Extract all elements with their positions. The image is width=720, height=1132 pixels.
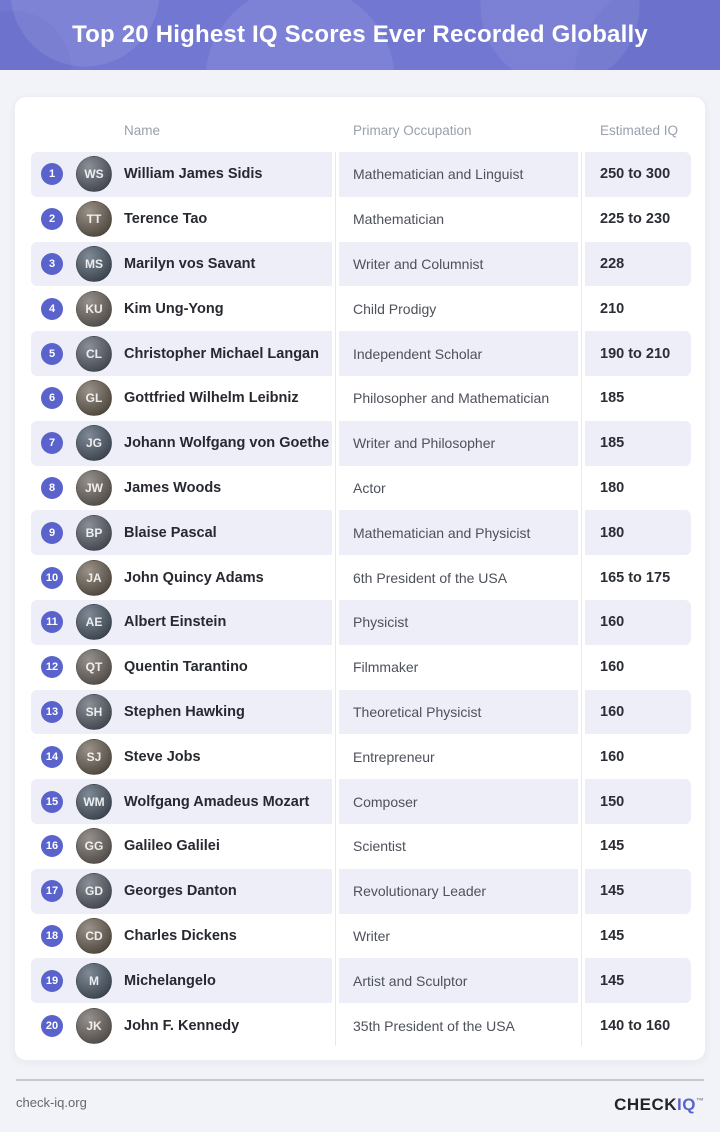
occupation-cell <box>339 779 578 824</box>
rank-badge: 5 <box>41 343 63 365</box>
table-row <box>31 331 689 376</box>
iq-value: 228 <box>600 255 625 272</box>
iq-cell <box>585 824 691 869</box>
occupation-cell <box>339 645 578 690</box>
occupation-cell <box>339 1003 578 1048</box>
rank-badge: 18 <box>41 925 63 947</box>
occupation-text: 35th President of the USA <box>353 1017 515 1034</box>
occupation-text: Artist and Sculptor <box>353 972 468 989</box>
table-row <box>31 510 689 555</box>
iq-table-card <box>14 96 706 1061</box>
occupation-cell <box>339 734 578 779</box>
iq-cell <box>585 376 691 421</box>
person-name: Quentin Tarantino <box>124 659 248 676</box>
iq-value: 190 to 210 <box>600 345 671 362</box>
person-name: Marilyn vos Savant <box>124 255 256 272</box>
iq-cell <box>585 645 691 690</box>
table-row <box>31 690 689 735</box>
table-row <box>31 376 689 421</box>
portrait-avatar: GD <box>76 873 112 909</box>
occupation-cell <box>339 466 578 511</box>
occupation-cell <box>339 690 578 735</box>
table-row <box>31 421 689 466</box>
name-cell <box>31 600 332 645</box>
iq-value: 145 <box>600 972 625 989</box>
iq-value: 180 <box>600 524 625 541</box>
rank-badge: 8 <box>41 477 63 499</box>
portrait-avatar: GL <box>76 380 112 416</box>
iq-cell <box>585 1003 691 1048</box>
name-cell <box>31 376 332 421</box>
portrait-avatar: KU <box>76 291 112 327</box>
column-header-name: Name <box>124 123 161 138</box>
occupation-text: Independent Scholar <box>353 345 483 362</box>
iq-cell <box>585 152 691 197</box>
person-name: William James Sidis <box>124 166 263 183</box>
iq-value: 150 <box>600 793 625 810</box>
portrait-avatar: MS <box>76 246 112 282</box>
table-row <box>31 197 689 242</box>
occupation-cell <box>339 869 578 914</box>
person-name: Wolfgang Amadeus Mozart <box>124 793 310 810</box>
brand-logo <box>614 1095 704 1115</box>
person-name: James Woods <box>124 479 222 496</box>
iq-cell <box>585 510 691 555</box>
rank-badge: 19 <box>41 970 63 992</box>
occupation-text: Writer and Columnist <box>353 255 484 272</box>
occupation-cell <box>339 824 578 869</box>
rank-badge: 12 <box>41 656 63 678</box>
person-name: Kim Ung-Yong <box>124 300 224 317</box>
name-cell <box>31 1003 332 1048</box>
person-name: Johann Wolfgang von Goethe <box>124 435 330 452</box>
iq-value: 225 to 230 <box>600 211 671 228</box>
portrait-avatar: WS <box>76 156 112 192</box>
rank-badge: 6 <box>41 387 63 409</box>
occupation-text: Mathematician and Linguist <box>353 166 524 183</box>
footer <box>16 1079 704 1115</box>
brand-logo-accent: IQ <box>677 1095 696 1114</box>
rank-badge: 11 <box>41 611 63 633</box>
table-row <box>31 914 689 959</box>
name-cell <box>31 869 332 914</box>
iq-value: 160 <box>600 748 625 765</box>
iq-value: 160 <box>600 614 625 631</box>
portrait-avatar: SH <box>76 694 112 730</box>
rank-badge: 2 <box>41 208 63 230</box>
portrait-avatar: CL <box>76 336 112 372</box>
column-divider <box>335 152 336 1046</box>
iq-value: 145 <box>600 883 625 900</box>
occupation-cell <box>339 331 578 376</box>
portrait-avatar: M <box>76 963 112 999</box>
name-cell <box>31 466 332 511</box>
portrait-avatar: QT <box>76 649 112 685</box>
iq-cell <box>585 555 691 600</box>
table-row <box>31 958 689 1003</box>
name-cell <box>31 152 332 197</box>
page-title: Top 20 Highest IQ Scores Ever Recorded Globally <box>72 21 648 48</box>
occupation-cell <box>339 555 578 600</box>
iq-value: 160 <box>600 703 625 720</box>
name-cell <box>31 824 332 869</box>
table-row <box>31 824 689 869</box>
iq-cell <box>585 331 691 376</box>
iq-cell <box>585 421 691 466</box>
iq-cell <box>585 914 691 959</box>
iq-value: 160 <box>600 659 625 676</box>
iq-cell <box>585 869 691 914</box>
occupation-cell <box>339 286 578 331</box>
name-cell <box>31 197 332 242</box>
portrait-avatar: AE <box>76 604 112 640</box>
iq-cell <box>585 286 691 331</box>
occupation-text: Mathematician <box>353 211 445 228</box>
table-row <box>31 734 689 779</box>
occupation-text: Child Prodigy <box>353 300 437 317</box>
name-cell <box>31 286 332 331</box>
occupation-cell <box>339 600 578 645</box>
person-name: Albert Einstein <box>124 614 227 631</box>
iq-value: 185 <box>600 390 625 407</box>
person-name: Christopher Michael Langan <box>124 345 319 362</box>
iq-cell <box>585 734 691 779</box>
table-row <box>31 286 689 331</box>
occupation-text: Filmmaker <box>353 659 419 676</box>
name-cell <box>31 510 332 555</box>
person-name: Gottfried Wilhelm Leibniz <box>124 390 299 407</box>
person-name: Steve Jobs <box>124 748 201 765</box>
name-cell <box>31 779 332 824</box>
iq-cell <box>585 779 691 824</box>
rank-badge: 3 <box>41 253 63 275</box>
rank-badge: 16 <box>41 835 63 857</box>
rank-badge: 10 <box>41 567 63 589</box>
person-name: Stephen Hawking <box>124 703 245 720</box>
person-name: Terence Tao <box>124 211 208 228</box>
source-website: check-iq.org <box>16 1095 87 1110</box>
iq-value: 210 <box>600 300 625 317</box>
portrait-avatar: CD <box>76 918 112 954</box>
table-row <box>31 466 689 511</box>
name-cell <box>31 555 332 600</box>
occupation-cell <box>339 197 578 242</box>
person-name: Galileo Galilei <box>124 838 220 855</box>
name-cell <box>31 958 332 1003</box>
iq-value: 145 <box>600 927 625 944</box>
occupation-text: Scientist <box>353 838 406 855</box>
portrait-avatar: GG <box>76 828 112 864</box>
column-header-iq: Estimated IQ <box>600 123 679 138</box>
rank-badge: 20 <box>41 1015 63 1037</box>
iq-value: 250 to 300 <box>600 166 671 183</box>
portrait-avatar: JA <box>76 560 112 596</box>
occupation-text: 6th President of the USA <box>353 569 508 586</box>
occupation-cell <box>339 242 578 287</box>
name-cell <box>31 242 332 287</box>
occupation-text: Mathematician and Physicist <box>353 524 531 541</box>
occupation-text: Theoretical Physicist <box>353 703 482 720</box>
occupation-text: Writer and Philosopher <box>353 435 496 452</box>
rank-badge: 17 <box>41 880 63 902</box>
occupation-text: Physicist <box>353 614 409 631</box>
iq-value: 165 to 175 <box>600 569 671 586</box>
table-row <box>31 779 689 824</box>
iq-cell <box>585 600 691 645</box>
table-header-row <box>31 97 689 152</box>
portrait-avatar: TT <box>76 201 112 237</box>
occupation-text: Revolutionary Leader <box>353 883 487 900</box>
person-name: John Quincy Adams <box>124 569 264 586</box>
portrait-avatar: JG <box>76 425 112 461</box>
iq-cell <box>585 958 691 1003</box>
portrait-avatar: JW <box>76 470 112 506</box>
column-header-occupation: Primary Occupation <box>353 123 472 138</box>
person-name: John F. Kennedy <box>124 1017 240 1034</box>
table-row <box>31 1003 689 1048</box>
table-row <box>31 869 689 914</box>
iq-value: 185 <box>600 435 625 452</box>
iq-value: 140 to 160 <box>600 1017 671 1034</box>
iq-value: 180 <box>600 479 625 496</box>
occupation-text: Philosopher and Mathematician <box>353 390 550 407</box>
rank-badge: 13 <box>41 701 63 723</box>
portrait-avatar: SJ <box>76 739 112 775</box>
occupation-text: Writer <box>353 927 391 944</box>
iq-cell <box>585 197 691 242</box>
portrait-avatar: WM <box>76 784 112 820</box>
trademark-symbol: ™ <box>696 1096 704 1106</box>
person-name: Charles Dickens <box>124 927 237 944</box>
rank-badge: 15 <box>41 791 63 813</box>
column-divider <box>581 152 582 1046</box>
rank-badge: 9 <box>41 522 63 544</box>
name-cell <box>31 690 332 735</box>
brand-logo-primary: CHECK <box>614 1095 678 1114</box>
rank-badge: 7 <box>41 432 63 454</box>
rank-badge: 1 <box>41 163 63 185</box>
rank-badge: 4 <box>41 298 63 320</box>
occupation-cell <box>339 421 578 466</box>
occupation-cell <box>339 958 578 1003</box>
occupation-cell <box>339 510 578 555</box>
occupation-cell <box>339 914 578 959</box>
occupation-text: Entrepreneur <box>353 748 435 765</box>
name-cell <box>31 734 332 779</box>
person-name: Michelangelo <box>124 972 216 989</box>
iq-cell <box>585 466 691 511</box>
table-row <box>31 152 689 197</box>
table-row <box>31 600 689 645</box>
iq-value: 145 <box>600 838 625 855</box>
rank-badge: 14 <box>41 746 63 768</box>
table-body <box>31 152 689 1048</box>
table-row <box>31 555 689 600</box>
header-banner <box>0 0 720 70</box>
table-row <box>31 242 689 287</box>
portrait-avatar: JK <box>76 1008 112 1044</box>
person-name: Georges Danton <box>124 883 237 900</box>
iq-cell <box>585 242 691 287</box>
name-cell <box>31 645 332 690</box>
name-cell <box>31 331 332 376</box>
person-name: Blaise Pascal <box>124 524 217 541</box>
name-cell <box>31 914 332 959</box>
occupation-cell <box>339 376 578 421</box>
occupation-text: Actor <box>353 479 386 496</box>
occupation-text: Composer <box>353 793 418 810</box>
name-cell <box>31 421 332 466</box>
occupation-cell <box>339 152 578 197</box>
table-row <box>31 645 689 690</box>
portrait-avatar: BP <box>76 515 112 551</box>
iq-cell <box>585 690 691 735</box>
